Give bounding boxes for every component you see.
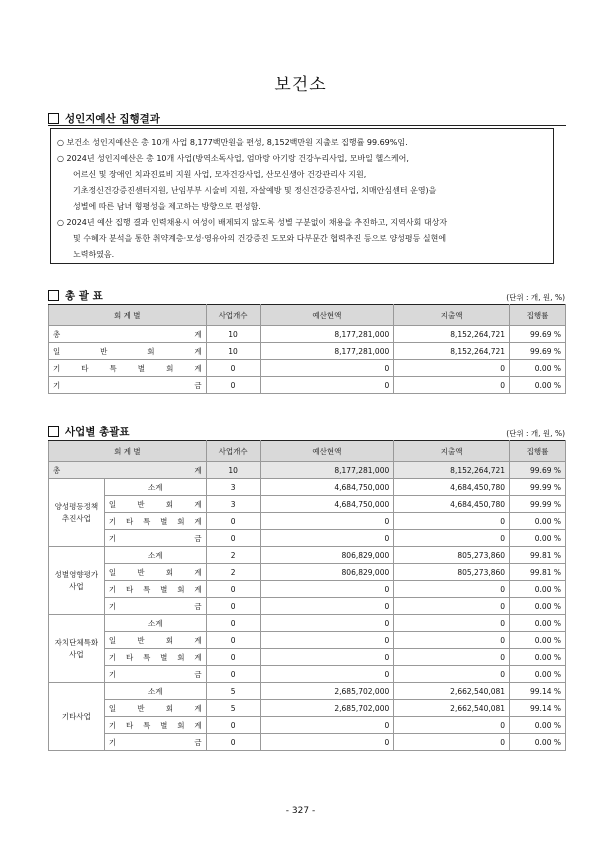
summary-line: 노력하였음. <box>73 250 115 259</box>
summary-line: ○ 보건소 성인지예산은 총 10개 사업 8,177백만원을 편성, 8,152백만원 지출로 집행률 99.69%임. <box>57 138 408 147</box>
label-char: 기 <box>53 380 61 390</box>
label-char: 기 <box>108 669 117 679</box>
label-char: 회 <box>177 720 185 730</box>
count-cell: 2 <box>206 564 260 581</box>
account-label-cell <box>49 360 207 377</box>
table-header-row <box>49 305 566 326</box>
section-heading-overview <box>48 288 103 303</box>
count-cell: 0 <box>206 598 260 615</box>
rate-cell: 0.00 % <box>510 649 566 666</box>
budget-cell: 4,684,750,000 <box>260 479 394 496</box>
label-char: 기 <box>108 584 117 594</box>
count-cell: 0 <box>206 717 260 734</box>
label-char: 기 <box>53 363 61 373</box>
account-label-cell <box>104 717 206 734</box>
account-label-cell <box>49 326 207 343</box>
label-char: 금 <box>194 533 202 543</box>
table-row <box>49 683 566 700</box>
total-row <box>49 462 566 479</box>
budget-cell: 806,829,000 <box>260 547 394 564</box>
account-label-cell <box>104 649 206 666</box>
spent-cell: 8,152,264,721 <box>394 462 510 479</box>
account-label-cell <box>104 513 206 530</box>
page-title: 보건소 <box>274 75 327 95</box>
label-char: 회 <box>177 516 185 526</box>
label-char: 일 <box>108 499 117 509</box>
account-label-cell <box>49 343 207 360</box>
label-char: 회 <box>147 346 155 356</box>
label-char: 계 <box>194 329 202 339</box>
summary-line: ○ 2024년 예산 집행 결과 인력채용시 여성이 배제되지 않도록 성별 구분없이 채용을 추진하고, 지역사회 대상자 <box>57 218 448 227</box>
spent-cell: 8,152,264,721 <box>394 326 510 343</box>
checkbox-square-icon <box>48 290 59 301</box>
summary-line: 및 수혜자 분석을 통한 취약계층·모성·영유아의 건강증진 도모와 다부문간 협력추진 등으로 양성평등 실현에 <box>73 234 447 243</box>
budget-cell: 0 <box>260 666 394 683</box>
budget-cell: 8,177,281,000 <box>260 462 394 479</box>
label-char: 기 <box>108 737 117 747</box>
count-cell: 3 <box>206 496 260 513</box>
label-char: 타 <box>125 720 134 730</box>
spent-cell: 8,152,264,721 <box>394 343 510 360</box>
label-char: 회 <box>166 363 174 373</box>
count-cell: 0 <box>206 530 260 547</box>
count-cell: 3 <box>206 479 260 496</box>
spent-cell: 0 <box>394 632 510 649</box>
count-cell: 10 <box>206 343 260 360</box>
label-char: 반 <box>100 346 108 356</box>
column-header: 예산현액 <box>260 441 394 462</box>
rate-cell: 99.81 % <box>510 547 566 564</box>
budget-cell: 0 <box>260 632 394 649</box>
label-char: 일 <box>108 567 117 577</box>
count-cell: 0 <box>206 632 260 649</box>
label-char: 특 <box>143 720 151 730</box>
label-char: 총 <box>53 329 61 339</box>
label-char: 회 <box>165 567 174 577</box>
label-char: 일 <box>108 703 117 713</box>
section-heading-by-project <box>48 424 130 439</box>
label-char: 별 <box>137 363 146 373</box>
table-row <box>49 496 566 513</box>
table-row <box>49 326 566 343</box>
label-char: 특 <box>109 363 117 373</box>
project-group-name: 성별영향평가 사업 <box>49 547 105 615</box>
label-char: 별 <box>160 720 168 730</box>
budget-cell: 0 <box>260 581 394 598</box>
table-row <box>49 360 566 377</box>
label-char: 기 <box>108 516 117 526</box>
budget-cell: 0 <box>260 598 394 615</box>
table-row <box>49 547 566 564</box>
rate-cell: 0.00 % <box>510 360 566 377</box>
section-title: 성인지예산 집행결과 <box>65 113 160 125</box>
project-group-name: 기타사업 <box>49 683 105 751</box>
subtotal-label: 소계 <box>104 479 206 496</box>
budget-cell: 8,177,281,000 <box>260 343 394 360</box>
account-label-cell <box>104 564 206 581</box>
rate-cell: 0.00 % <box>510 666 566 683</box>
rate-cell: 99.14 % <box>510 700 566 717</box>
label-char: 반 <box>137 499 145 509</box>
spent-cell: 4,684,450,780 <box>394 496 510 513</box>
label-char: 계 <box>194 703 202 713</box>
rate-cell: 0.00 % <box>510 632 566 649</box>
account-label-cell <box>104 734 206 751</box>
label-char: 계 <box>194 720 202 730</box>
table-row <box>49 377 566 394</box>
label-char: 일 <box>53 346 61 356</box>
column-header: 회 계 별 <box>49 441 207 462</box>
table-row <box>49 343 566 360</box>
table-row <box>49 666 566 683</box>
budget-cell: 0 <box>260 360 394 377</box>
spent-cell: 0 <box>394 666 510 683</box>
rate-cell: 99.99 % <box>510 479 566 496</box>
count-cell: 5 <box>206 700 260 717</box>
count-cell: 10 <box>206 326 260 343</box>
label-char: 반 <box>137 703 145 713</box>
label-char: 총 <box>53 465 61 475</box>
spent-cell: 0 <box>394 649 510 666</box>
rate-cell: 0.00 % <box>510 581 566 598</box>
budget-cell: 8,177,281,000 <box>260 326 394 343</box>
unit-note: (단위 : 개, 원, %) <box>506 429 565 438</box>
rate-cell: 99.69 % <box>510 343 566 360</box>
budget-cell: 806,829,000 <box>260 564 394 581</box>
label-char: 회 <box>177 584 185 594</box>
count-cell: 0 <box>206 581 260 598</box>
budget-cell: 0 <box>260 377 394 394</box>
count-cell: 0 <box>206 513 260 530</box>
label-char: 금 <box>194 380 202 390</box>
column-header: 예산현액 <box>260 305 394 326</box>
count-cell: 0 <box>206 377 260 394</box>
count-cell: 5 <box>206 683 260 700</box>
table-row <box>49 479 566 496</box>
account-label-cell <box>104 496 206 513</box>
label-char: 별 <box>160 652 168 662</box>
label-char: 금 <box>194 669 202 679</box>
table-row <box>49 734 566 751</box>
label-char: 회 <box>165 635 174 645</box>
account-label-cell <box>104 530 206 547</box>
account-label-cell <box>104 632 206 649</box>
budget-cell: 0 <box>260 530 394 547</box>
budget-cell: 4,684,750,000 <box>260 496 394 513</box>
spent-cell: 0 <box>394 513 510 530</box>
summary-line: 어르신 및 장애인 치과진료비 지원 사업, 모자건강사업, 산모신생아 건강관리사 지원, <box>73 170 367 179</box>
label-char: 타 <box>125 652 134 662</box>
column-header: 집행률 <box>510 305 566 326</box>
label-char: 타 <box>125 516 134 526</box>
account-label-cell <box>104 598 206 615</box>
count-cell: 0 <box>206 360 260 377</box>
budget-cell: 0 <box>260 615 394 632</box>
label-char: 기 <box>108 720 117 730</box>
section-heading-summary <box>48 111 160 126</box>
budget-cell: 2,685,702,000 <box>260 683 394 700</box>
label-char: 계 <box>194 635 202 645</box>
account-label-cell <box>104 581 206 598</box>
spent-cell: 4,684,450,780 <box>394 479 510 496</box>
subtotal-label: 소계 <box>104 615 206 632</box>
rate-cell: 99.81 % <box>510 564 566 581</box>
summary-line: ○ 2024년 성인지예산은 총 10개 사업(방역소독사업, 엄마랑 아기랑 건강누리사업, 모바일 헬스케어, <box>57 154 409 163</box>
budget-cell: 0 <box>260 717 394 734</box>
page-number: - 327 - <box>285 806 316 816</box>
account-label-cell <box>49 462 207 479</box>
label-char: 금 <box>194 737 202 747</box>
count-cell: 10 <box>206 462 260 479</box>
summary-box <box>50 128 554 264</box>
project-group-name: 자치단체특화 사업 <box>49 615 105 683</box>
rate-cell: 0.00 % <box>510 530 566 547</box>
label-char: 특 <box>143 516 151 526</box>
label-char: 기 <box>108 533 117 543</box>
budget-cell: 0 <box>260 513 394 530</box>
table-header-row <box>49 441 566 462</box>
count-cell: 0 <box>206 615 260 632</box>
table-row <box>49 632 566 649</box>
label-char: 계 <box>194 567 202 577</box>
column-header: 회 계 별 <box>49 305 207 326</box>
label-char: 타 <box>81 363 89 373</box>
rate-cell: 0.00 % <box>510 377 566 394</box>
rate-cell: 0.00 % <box>510 717 566 734</box>
section-rule <box>48 125 566 126</box>
label-char: 계 <box>194 346 202 356</box>
count-cell: 2 <box>206 547 260 564</box>
label-char: 일 <box>108 635 117 645</box>
spent-cell: 2,662,540,081 <box>394 683 510 700</box>
column-header: 지출액 <box>394 441 510 462</box>
table-row <box>49 615 566 632</box>
table-row <box>49 530 566 547</box>
budget-cell: 2,685,702,000 <box>260 700 394 717</box>
account-label-cell <box>104 700 206 717</box>
count-cell: 0 <box>206 666 260 683</box>
subtotal-label: 소계 <box>104 547 206 564</box>
spent-cell: 0 <box>394 734 510 751</box>
table-row <box>49 649 566 666</box>
checkbox-square-icon <box>48 113 59 124</box>
label-char: 계 <box>194 465 202 475</box>
label-char: 계 <box>194 363 202 373</box>
project-group-name: 양성평등정책 추진사업 <box>49 479 105 547</box>
spent-cell: 805,273,860 <box>394 547 510 564</box>
label-char: 계 <box>194 516 202 526</box>
by-project-table <box>48 440 566 751</box>
table-row <box>49 513 566 530</box>
spent-cell: 0 <box>394 530 510 547</box>
spent-cell: 0 <box>394 581 510 598</box>
label-char: 반 <box>137 567 145 577</box>
column-header: 사업개수 <box>206 305 260 326</box>
subtotal-label: 소계 <box>104 683 206 700</box>
label-char: 기 <box>108 601 117 611</box>
spent-cell: 0 <box>394 360 510 377</box>
table-row <box>49 598 566 615</box>
summary-line: 성별에 따른 남녀 형평성을 제고하는 방향으로 편성함. <box>73 202 261 211</box>
table-row <box>49 717 566 734</box>
table-row <box>49 700 566 717</box>
label-char: 금 <box>194 601 202 611</box>
summary-line: 기초정신건강증진센터지원, 난임부부 시술비 지원, 자살예방 및 정신건강증진사업, 치매안심센터 운영)을 <box>73 186 437 195</box>
label-char: 회 <box>165 703 174 713</box>
table-row <box>49 564 566 581</box>
section-title: 사업별 총괄표 <box>65 426 130 438</box>
label-char: 계 <box>194 652 202 662</box>
rate-cell: 99.99 % <box>510 496 566 513</box>
label-char: 계 <box>194 499 202 509</box>
table-row <box>49 581 566 598</box>
label-char: 회 <box>177 652 185 662</box>
spent-cell: 0 <box>394 717 510 734</box>
rate-cell: 0.00 % <box>510 513 566 530</box>
count-cell: 0 <box>206 734 260 751</box>
budget-cell: 0 <box>260 734 394 751</box>
label-char: 별 <box>160 584 168 594</box>
rate-cell: 99.69 % <box>510 326 566 343</box>
label-char: 반 <box>137 635 145 645</box>
label-char: 타 <box>125 584 134 594</box>
rate-cell: 0.00 % <box>510 615 566 632</box>
label-char: 회 <box>165 499 174 509</box>
rate-cell: 99.14 % <box>510 683 566 700</box>
rate-cell: 99.69 % <box>510 462 566 479</box>
spent-cell: 805,273,860 <box>394 564 510 581</box>
column-header: 집행률 <box>510 441 566 462</box>
unit-note: (단위 : 개, 원, %) <box>506 293 565 302</box>
account-label-cell <box>49 377 207 394</box>
label-char: 기 <box>108 652 117 662</box>
checkbox-square-icon <box>48 426 59 437</box>
rate-cell: 0.00 % <box>510 734 566 751</box>
spent-cell: 0 <box>394 377 510 394</box>
column-header: 지출액 <box>394 305 510 326</box>
label-char: 특 <box>143 652 151 662</box>
label-char: 계 <box>194 584 202 594</box>
label-char: 특 <box>143 584 151 594</box>
account-label-cell <box>104 666 206 683</box>
overview-table <box>48 304 566 394</box>
count-cell: 0 <box>206 649 260 666</box>
column-header: 사업개수 <box>206 441 260 462</box>
label-char: 별 <box>160 516 168 526</box>
rate-cell: 0.00 % <box>510 598 566 615</box>
spent-cell: 0 <box>394 598 510 615</box>
section-title: 총 괄 표 <box>65 290 103 302</box>
spent-cell: 2,662,540,081 <box>394 700 510 717</box>
spent-cell: 0 <box>394 615 510 632</box>
budget-cell: 0 <box>260 649 394 666</box>
